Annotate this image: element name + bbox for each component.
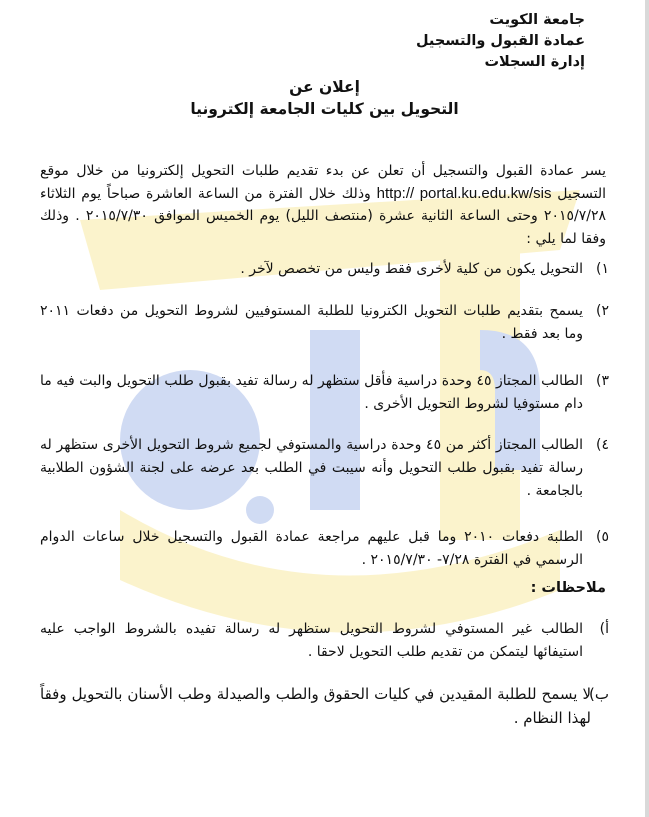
item-number: ٤) bbox=[596, 437, 609, 453]
item-number: ٢) bbox=[596, 303, 609, 319]
list-item bbox=[40, 434, 609, 526]
letterhead bbox=[416, 10, 585, 73]
list-item bbox=[40, 526, 609, 572]
conditions-list bbox=[40, 258, 609, 572]
page-edge bbox=[645, 0, 649, 817]
announcement-subtitle: التحويل بين كليات الجامعة إلكترونيا bbox=[190, 100, 459, 118]
item-text: الطالب المجتاز أكثر من ٤٥ وحدة دراسية والمستوفي لجميع شروط التحويل الأخرى ستظهر له رسالة تفيد بقبول طلب التحويل وأنه سيبت في الطلب بعد عرضه على لجنة الشؤون الطلابية بالجامعة . bbox=[40, 437, 584, 499]
university-name: جامعة الكويت bbox=[489, 12, 585, 28]
intro-paragraph bbox=[40, 160, 606, 250]
item-text: الطالب المجتاز ٤٥ وحدة دراسية فأقل ستظهر له رسالة تفيد بقبول طلب التحويل والبت فيه ما دام مستوفيا لشروط التحويل الأخرى . bbox=[40, 373, 584, 412]
note-text: لا يسمح للطلبة المقيدين في كليات الحقوق والطب والصيدلة وطب الأسنان بالتحويل وفقاً لهذا النظام . bbox=[40, 685, 591, 727]
announcement-heading bbox=[0, 76, 649, 120]
deanship-name: عمادة القبول والتسجيل bbox=[415, 33, 585, 49]
intro-text-part1: يسر عمادة القبول والتسجيل أن تعلن عن بدء تقديم طلبات التحويل إلكترونيا من خلال موقع التسجيل bbox=[40, 163, 607, 202]
note-text: الطالب غير المستوفي لشروط التحويل ستظهر له رسالة تفيده بالشروط الواجب عليه استيفائها ليتمكن من تقديم طلب التحويل لاحقا . bbox=[40, 621, 583, 660]
item-number: ٣) bbox=[596, 373, 609, 389]
item-number: ١) bbox=[596, 261, 609, 277]
item-text: الطلبة دفعات ٢٠١٠ وما قبل عليهم مراجعة عمادة القبول والتسجيل خلال ساعات الدوام الرسمي في الفترة ٧/٢٨- ٢٠١٥/٧/٣٠ . bbox=[40, 529, 584, 568]
note-item bbox=[40, 618, 609, 682]
list-item bbox=[40, 300, 609, 370]
notes-list bbox=[40, 618, 609, 730]
note-number: ب) bbox=[589, 685, 609, 703]
notes-heading: ملاحظات : bbox=[530, 580, 606, 596]
intro-text-part2: وذلك خلال الفترة من الساعة العاشرة صباحاً يوم الثلاثاء ٢٠١٥/٧/٢٨ وحتى الساعة الثانية عشرة (منتصف الليل) يوم الخميس الموافق ٢٠١٥/٧/٣٠ . وذلك وفقا لما يلي : bbox=[40, 185, 606, 247]
item-number: ٥) bbox=[596, 529, 609, 545]
item-text: التحويل يكون من كلية لأخرى فقط وليس من تخصص لآخر . bbox=[240, 261, 583, 277]
item-text: يسمح بتقديم طلبات التحويل الكترونيا للطلبة المستوفيين لشروط التحويل من دفعات ٢٠١١ وما بعد فقط . bbox=[40, 303, 583, 342]
note-item bbox=[40, 682, 609, 730]
department-name: إدارة السجلات bbox=[484, 54, 585, 70]
announcement-title: إعلان عن bbox=[289, 78, 360, 96]
note-number: أ) bbox=[599, 621, 609, 637]
portal-link[interactable]: http:// portal.ku.edu.kw/sis bbox=[376, 184, 552, 202]
list-item bbox=[40, 370, 609, 434]
list-item bbox=[40, 258, 609, 300]
